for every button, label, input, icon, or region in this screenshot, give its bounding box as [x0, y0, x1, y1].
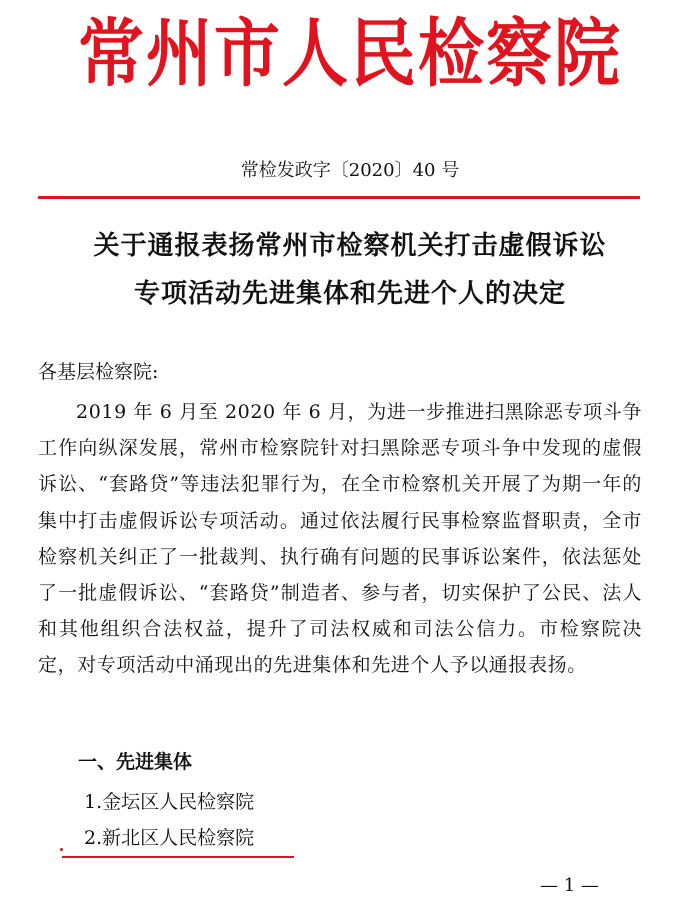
- red-divider-line: [38, 196, 640, 199]
- document-number: 常检发政字〔2020〕40 号: [240, 160, 460, 181]
- red-underline-annotation: [62, 856, 294, 858]
- document-title-line-1: 关于通报表扬常州市检察机关打击虚假诉讼: [93, 231, 607, 261]
- list-item: 2.新北区人民检察院: [84, 827, 255, 849]
- masthead-title: 常州市人民检察院: [78, 10, 622, 97]
- salutation: 各基层检察院:: [38, 361, 159, 383]
- annotation-mark: [60, 848, 63, 851]
- list-item: 1.金坛区人民检察院: [84, 791, 255, 813]
- page-number: — 1 —: [540, 875, 599, 896]
- section-heading: 一、先进集体: [78, 751, 193, 773]
- body-paragraph: 2019 年 6 月至 2020 年 6 月，为进一步推进扫黑除恶专项斗争工作向纵深发展，常州市检察院针对扫黑除恶专项斗争中发现的虚假诉讼、“套路贷”等违法犯罪行为，在全市检察机关开展了为期一年的集中打击虚假诉讼专项活动。通过依法履行民事检察监督职责，全市检察机关纠正了一批裁判、执行确有问题的民事诉讼案件，依法惩处了一批虚假诉讼、“套路贷”制造者、参与者，切实保护了公民、法人和其他组织合法权益，提升了司法权威和司法公信力。市检察院决定，对专项活动中涌现出的先进集体和先进个人予以通报表扬。: [38, 401, 642, 677]
- document-title-line-2: 专项活动先进集体和先进个人的决定: [133, 279, 566, 309]
